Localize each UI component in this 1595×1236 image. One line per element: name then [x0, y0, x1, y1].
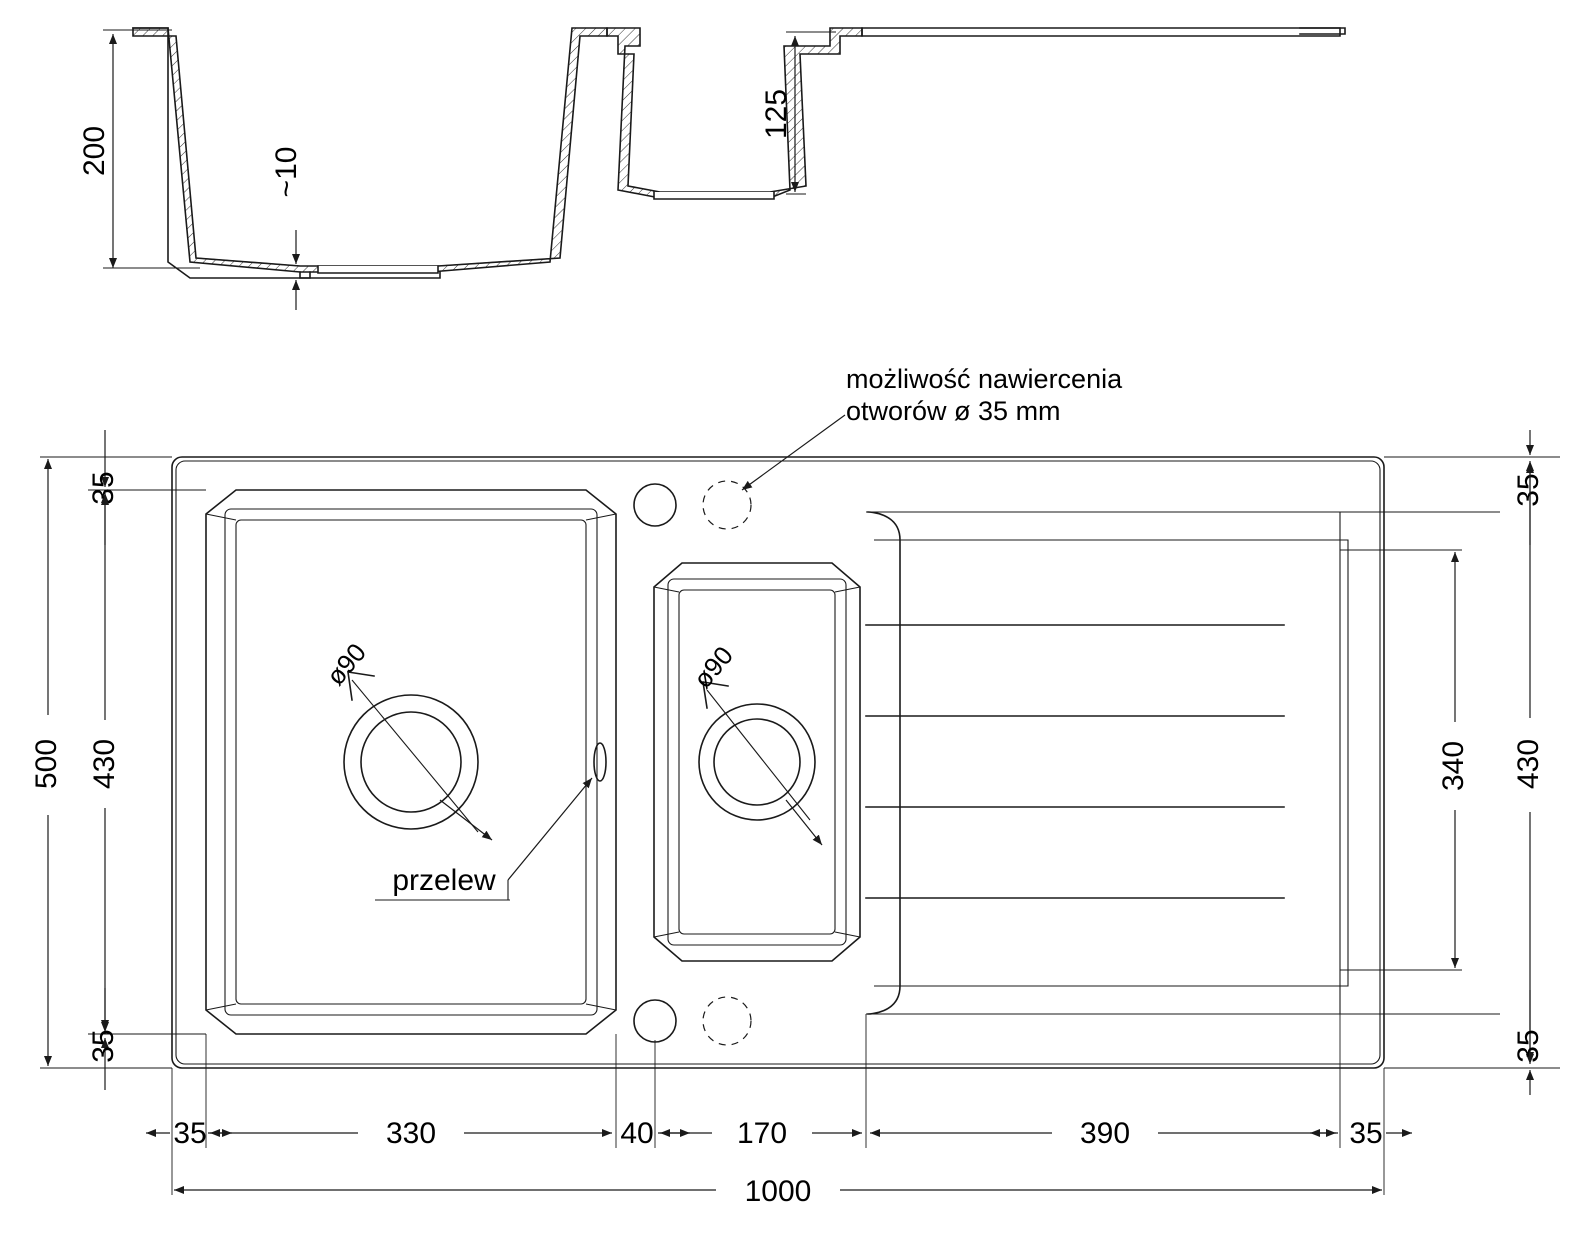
dim-small-bowl-width: 170: [736, 1117, 788, 1150]
drill-note-line2: otworów ø 35 mm: [846, 396, 1061, 426]
section-dim-125: 125: [760, 88, 793, 140]
drain-label-left: ø90: [320, 637, 372, 692]
dim-bottom-margin-left: 35: [87, 1029, 120, 1063]
overflow-note-label: przelew: [392, 864, 496, 897]
dim-right-margin: 35: [1349, 1117, 1383, 1150]
dim-total-height: 500: [30, 738, 63, 790]
dim-side-height-right: 430: [1512, 738, 1545, 790]
drain-label-right: ø90: [687, 640, 739, 695]
dim-left-margin: 35: [173, 1117, 207, 1150]
section-view-group: [78, 28, 1345, 310]
section-dim-thickness: ~10: [270, 146, 303, 198]
dim-bottom-margin-right: 35: [1512, 1029, 1545, 1063]
drill-note-line1: możliwość nawiercenia: [846, 364, 1123, 394]
dim-total-width: 1000: [744, 1175, 812, 1208]
dim-bowl-height-left: 430: [88, 738, 121, 790]
dim-main-bowl-width: 330: [385, 1117, 437, 1150]
dim-drainer-width: 390: [1079, 1117, 1131, 1150]
section-dim-200: 200: [78, 125, 111, 177]
top-view-group: [30, 364, 1560, 1208]
dim-top-margin-left: 35: [87, 471, 120, 505]
dim-bowl-gap: 40: [620, 1117, 654, 1150]
dim-top-margin-right: 35: [1512, 473, 1545, 507]
dim-drainer-height: 340: [1437, 740, 1470, 792]
